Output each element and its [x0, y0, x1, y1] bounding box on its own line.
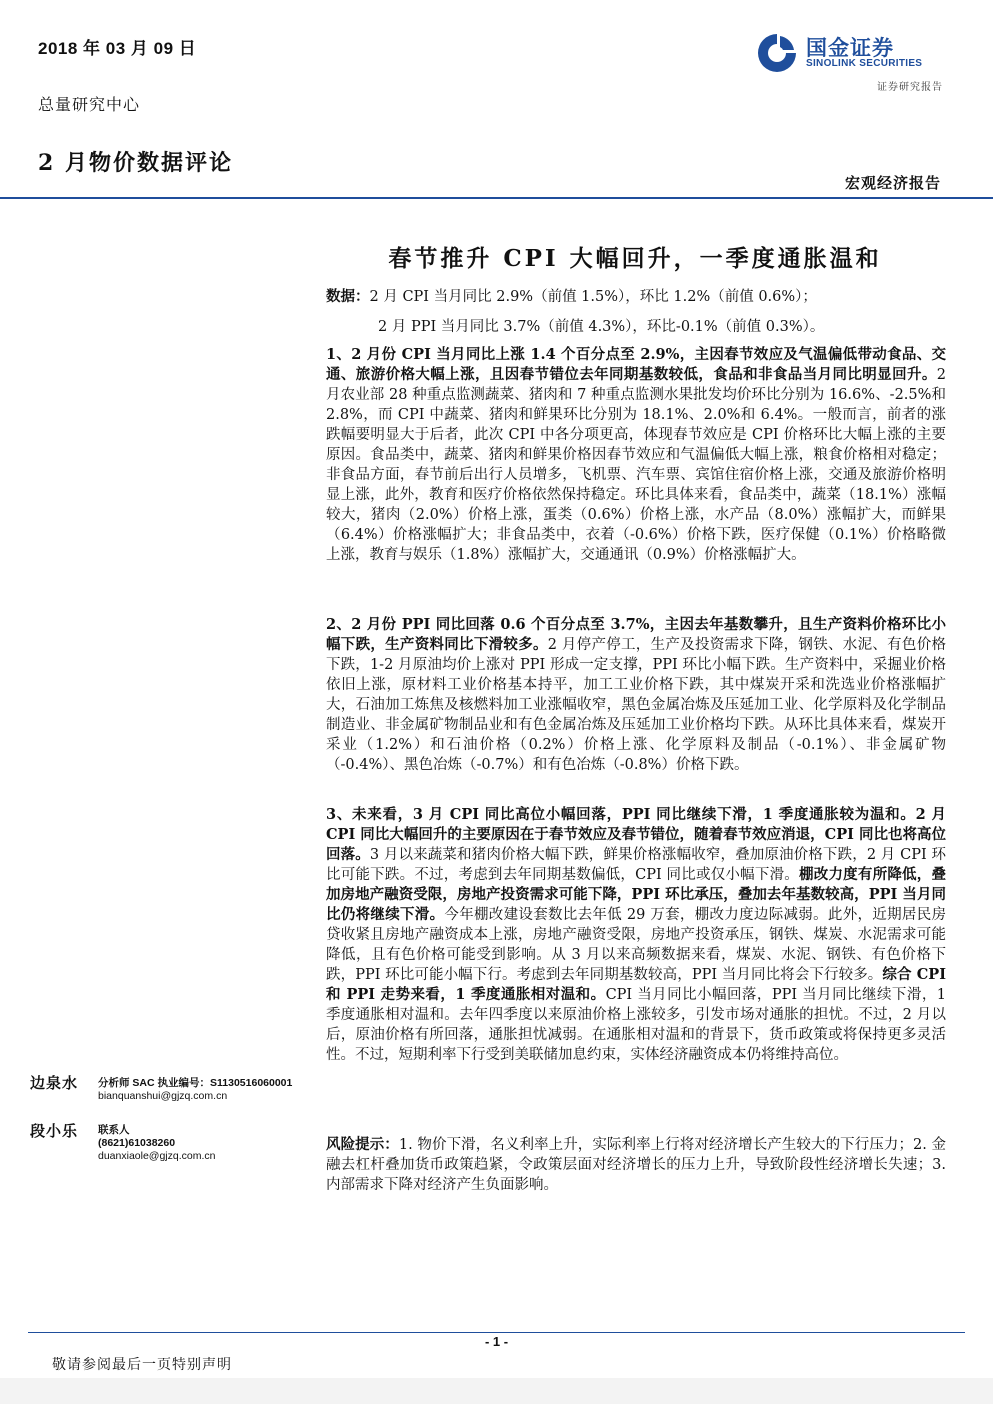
headline: 春节推升 CPI 大幅回升，一季度通胀温和	[388, 245, 882, 272]
section-cpi-lead: 1、2 月份 CPI 当月同比上涨 1.4 个百分点至 2.9%，主因春节效应及气温偏低带动食品、交通、旅游价格大幅上涨，且因春节错位去年同期基数较低，食品和非食品当月同比明显回升。	[326, 346, 946, 383]
section-outlook	[326, 805, 946, 1065]
risk-text: 1. 物价下滑，名义利率上升，实际利率上行将对经济增长产生较大的下行压力；2. 金融去杠杆叠加货币政策趋紧，令政策层面对经济增长的压力上升，导致阶段性经济增长失速；3. 内部需求下降对经济产生负面影响。	[326, 1137, 946, 1193]
report-title: 2 月物价数据评论	[38, 150, 233, 176]
risk-warning	[326, 1135, 946, 1195]
analyst-phone-2: (8621)61038260	[98, 1137, 176, 1149]
analyst-info-1	[98, 1077, 292, 1103]
report-date: 2018 年 03 月 09 日	[38, 39, 197, 58]
analyst-name-2: 段小乐	[30, 1122, 79, 1140]
section-outlook-body-2: 今年棚改建设套数比去年低 29 万套，棚改力度边际减弱。此外，近期居民房贷收紧且房地产融资成本上涨，房地产融资受限，房地产投资承压，钢铁、煤炭、水泥需求可能降低，且有色价格可能受到影响。从 3 月以来高频数据来看，煤炭、水泥、钢铁、有色价格下跌，PPI 环比可能小幅下行。考虑到去年同期基数较高，PPI 当月同比将会下行较多。	[326, 907, 946, 983]
section-ppi-lead: 2、2 月份 PPI 同比回落 0.6 个百分点至 3.7%，主因去年基数攀升，且生产资料价格环比小幅下跌，生产资料同比下滑较多。	[326, 616, 946, 653]
brand-name-en: SINOLINK SECURITIES	[806, 58, 923, 69]
data-cpi-text: 2 月 CPI 当月同比 2.9%（前值 1.5%），环比 1.2%（前值 0.6%）；	[369, 289, 817, 305]
analyst-sac-id: S1130516060001	[210, 1077, 293, 1089]
page-number: - 1 -	[484, 1334, 509, 1349]
analyst-role-1: 分析师 SAC 执业编号：	[98, 1077, 211, 1089]
footer-bar	[0, 1378, 993, 1404]
report-type: 宏观经济报告	[844, 174, 941, 192]
section-cpi	[326, 345, 946, 565]
disclaimer-note: 敬请参阅最后一页特别声明	[52, 1357, 232, 1373]
analyst-email-2[interactable]: duanxiaole@gjzq.com.cn	[98, 1150, 216, 1162]
data-label: 数据：	[326, 288, 370, 305]
brand-name-cn: 国金证券	[806, 37, 894, 60]
analyst-info-2	[98, 1124, 215, 1163]
analyst-name-1: 边泉水	[30, 1074, 79, 1092]
section-cpi-body: 2 月农业部 28 种重点监测蔬菜、猪肉和 7 种重点监测水果批发均价环比分别为 16.6%、-2.5%和 2.8%，而 CPI 中蔬菜、猪肉和鲜果环比分别为 18.1%、2.0%和 6.4%。一般而言，前者的涨跌幅要明显大于后者，此次 CPI 中各分项更高，体现春节效应是 CPI 价格环比大幅上涨的主要原因。食品类中，蔬菜、猪肉和鲜果价格因春节效应和气温偏低大幅上涨，粮食价格相对稳定；非食品方面，春节前后出行人员增多，飞机票、汽车票、宾馆住宿价格上涨，交通及旅游价格明显上涨，此外，教育和医疗价格依然保持稳定。环比具体来看，食品类中，蔬菜（18.1%）涨幅较大，猪肉（2.0%）价格上涨，蛋类（0.6%）价格上涨，水产品（8.0%）涨幅扩大，而鲜果（6.4%）价格涨幅扩大；非食品类中，衣着（-0.6%）价格下跌，医疗保健（0.1%）价格略微上涨，教育与娱乐（1.8%）涨幅扩大，交通通讯（0.9%）价格涨幅扩大。	[326, 367, 946, 563]
brand-subtitle: 证券研究报告	[877, 82, 943, 93]
section-outlook-body-3: CPI 当月同比小幅回落，PPI 当月同比继续下滑，1 季度通胀相对温和。去年四季度以来原油价格上涨较多，引发市场对通胀的担忧。不过，2 月以后，原油价格有所回落，通胀担忧减弱。在通胀相对温和的背景下，货币政策或将保持更多灵活性。不过，短期利率下行受到美联储加息约束，实体经济融资成本仍将维持高位。	[326, 987, 947, 1063]
footer-divider	[28, 1332, 965, 1333]
data-line-cpi	[326, 285, 817, 306]
header-divider	[0, 197, 993, 199]
section-ppi	[326, 615, 946, 775]
section-outlook-bold-3: 综合 CPI 和 PPI 走势来看，1 季度通胀相对温和。	[326, 966, 946, 1003]
risk-label: 风险提示：	[326, 1136, 399, 1153]
analyst-role-2: 联系人	[98, 1124, 130, 1136]
data-line-ppi: 2 月 PPI 当月同比 3.7%（前值 4.3%），环比-0.1%（前值 0.3%）。	[378, 319, 825, 335]
sinolink-logo-icon	[756, 32, 798, 74]
section-ppi-body: 2 月停产停工，生产及投资需求下降，钢铁、水泥、有色价格下跌，1-2 月原油均价上涨对 PPI 形成一定支撑，PPI 环比小幅下跌。生产资料中，采掘业价格依旧上涨，原材料工业价格基本持平，加工工业价格下跌，其中煤炭开采和洗选业价格涨幅扩大，石油加工炼焦及核燃料加工业涨幅收窄，黑色金属冶炼及压延加工业、化学原料及化学制品制造业、非金属矿物制品业和有色金属冶炼及压延加工业价格均下跌。从环比具体来看，煤炭开采业（1.2%）和石油价格（0.2%）价格上涨、化学原料及制品（-0.1%）、非金属矿物（-0.4%）、黑色冶炼（-0.7%）和有色冶炼（-0.8%）价格下跌。	[326, 637, 946, 773]
section-outlook-lead: 3、未来看，3 月 CPI 同比高位小幅回落，PPI 同比继续下滑，1 季度通胀较为温和。2 月 CPI 同比大幅回升的主要原因在于春节效应及春节错位，随着春节效应消退，CPI 同比也将高位回落。	[326, 806, 946, 863]
department-name: 总量研究中心	[38, 95, 141, 114]
analyst-email-1[interactable]: bianquanshui@gjzq.com.cn	[98, 1090, 228, 1102]
section-outlook-bold-2: 棚改力度有所降低，叠加房地产融资受限，房地产投资需求可能下降，PPI 环比承压，叠加去年基数较高，PPI 当月同比仍将继续下滑。	[326, 866, 946, 923]
brand-logo	[756, 30, 956, 76]
section-outlook-body-1: 3 月以来蔬菜和猪肉价格大幅下跌，鲜果价格涨幅收窄，叠加原油价格下跌，2 月 CPI 环比可能下跌。不过，考虑到去年同期基数偏低，CPI 同比或仅小幅下滑。	[326, 847, 946, 883]
